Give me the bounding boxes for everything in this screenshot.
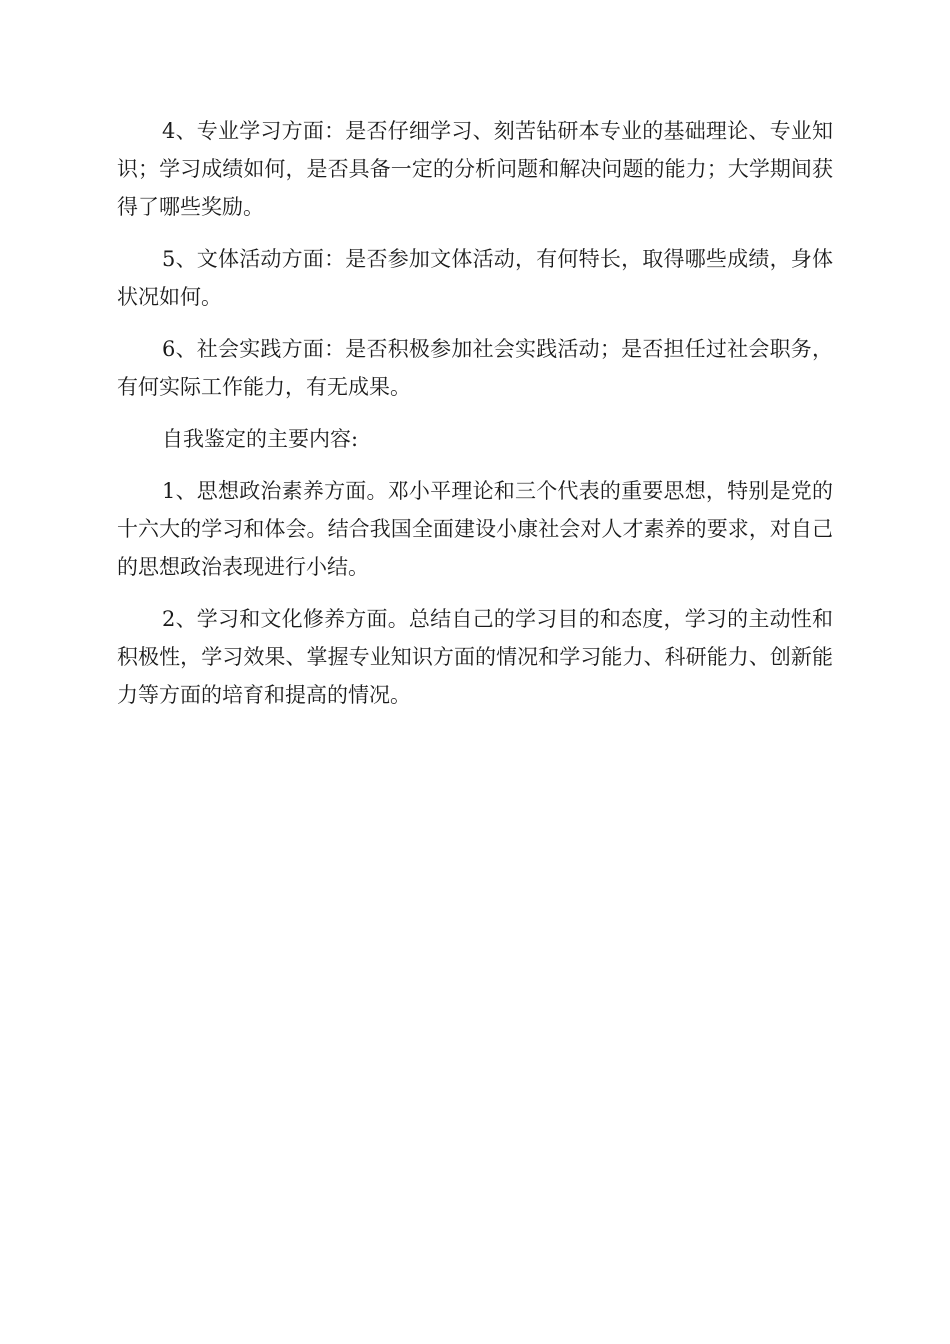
- section-heading-self-evaluation: 自我鉴定的主要内容:: [162, 427, 359, 451]
- document-body: [117, 112, 833, 728]
- paragraph-professional-study: 4、专业学习方面：是否仔细学习、刻苦钻研本专业的基础理论、专业知识；学习成绩如何，是否具备一定的分析问题和解决问题的能力；大学期间获得了哪些奖励。: [117, 119, 833, 219]
- paragraph-social-practice: 6、社会实践方面：是否积极参加社会实践活动；是否担任过社会职务，有何实际工作能力，有无成果。: [117, 337, 833, 399]
- paragraph-learning-culture: 2、学习和文化修养方面。总结自己的学习目的和态度，学习的主动性和积极性，学习效果、掌握专业知识方面的情况和学习能力、科研能力、创新能力等方面的培育和提高的情况。: [117, 607, 833, 707]
- paragraph-political-quality: 1、思想政治素养方面。邓小平理论和三个代表的重要思想，特别是党的十六大的学习和体会。结合我国全面建设小康社会对人才素养的要求，对自己的思想政治表现进行小结。: [117, 479, 833, 579]
- paragraph-sports-activities: 5、文体活动方面：是否参加文体活动，有何特长，取得哪些成绩，身体状况如何。: [117, 247, 833, 309]
